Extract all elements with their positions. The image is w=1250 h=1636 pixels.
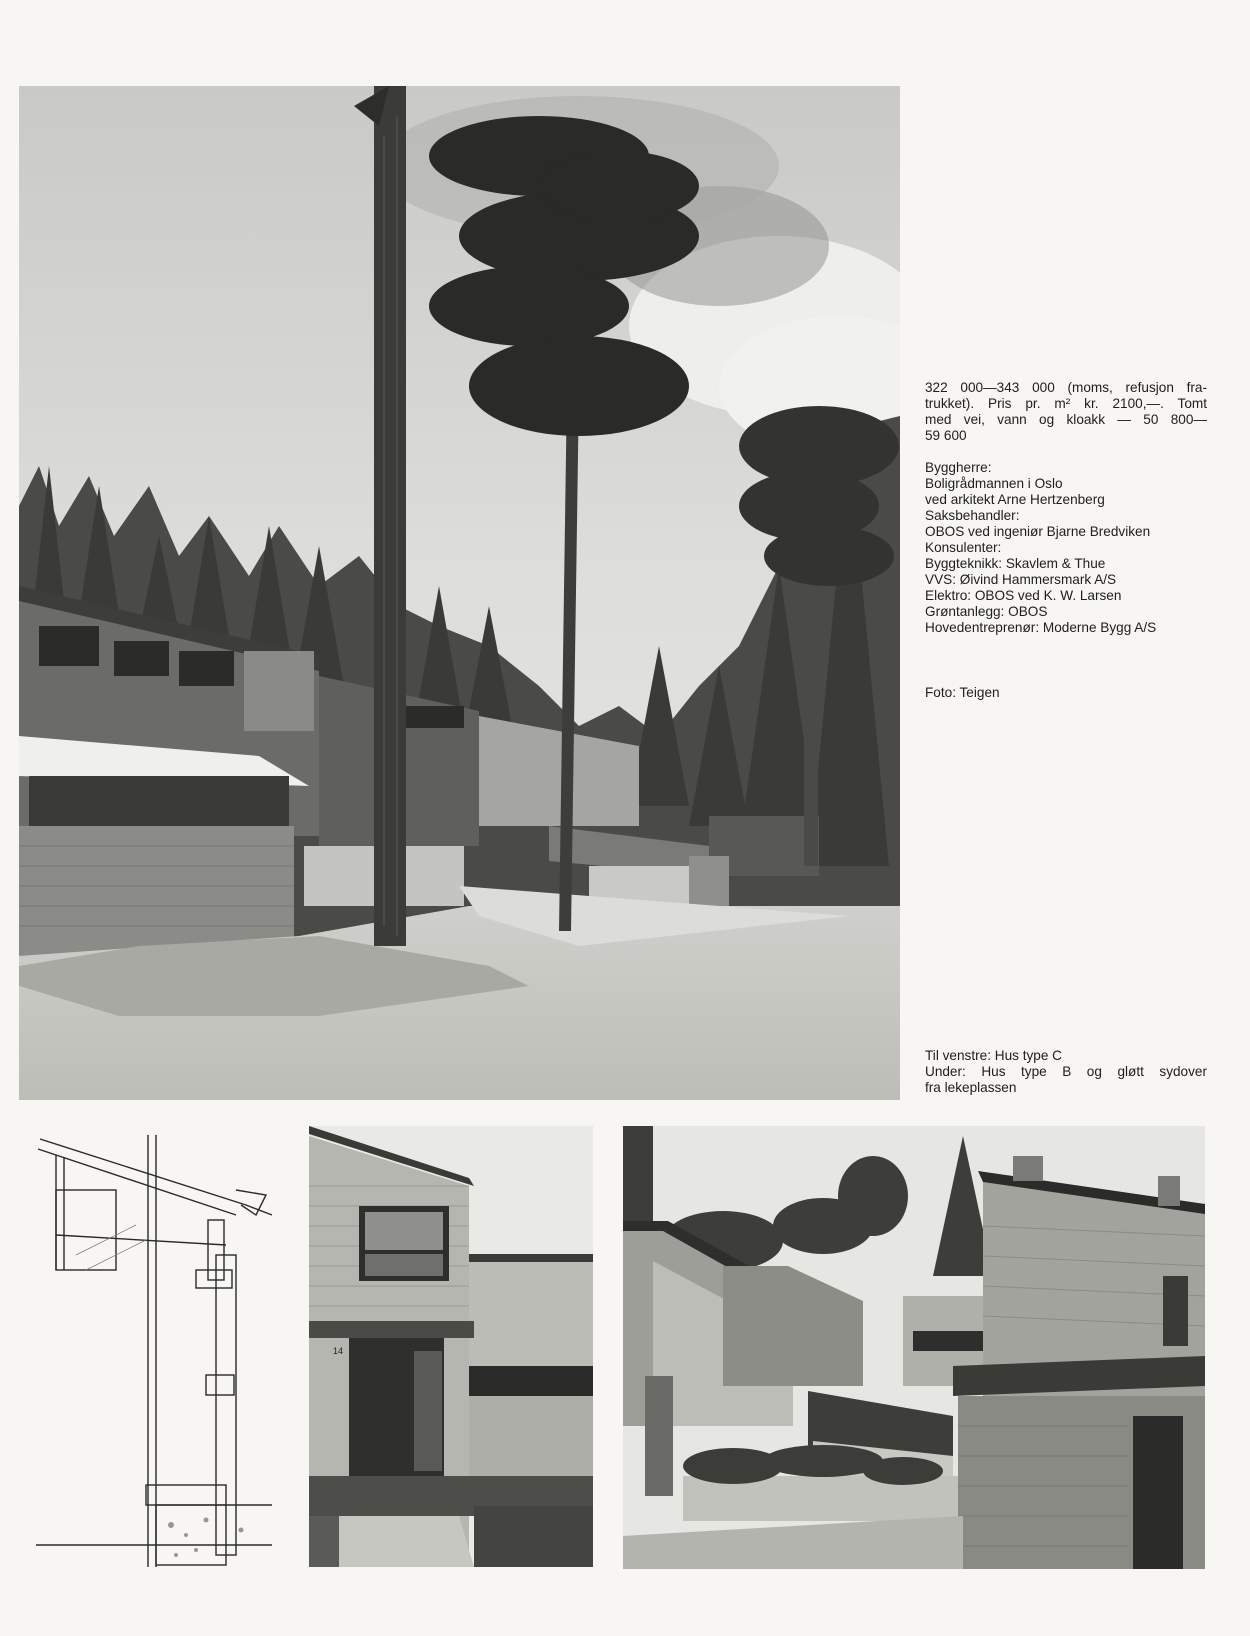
credit-line-contractor: Hovedentreprenør: Moderne Bygg A/S: [925, 620, 1157, 635]
credit-line-consultants-label: Konsulenter:: [925, 540, 1002, 555]
photo-house-type-c: [309, 1126, 593, 1567]
caption-line-2: Under: Hus type B og gløtt sydover: [925, 1064, 1207, 1079]
main-photo-row-houses-pines: [19, 86, 900, 1100]
wall-section-drawing: [36, 1135, 272, 1567]
price-line-3: med vei, vann og kloakk — 50 800—: [925, 412, 1207, 427]
caption-line-1: Til venstre: Hus type C: [925, 1048, 1062, 1063]
credit-line-builder-label: Byggherre:: [925, 460, 992, 475]
section-drawing-illustration: [36, 1135, 272, 1567]
house-c-illustration: [309, 1126, 593, 1567]
price-line-2: trukket). Pris pr. m² kr. 2100,—. Tomt: [925, 396, 1207, 411]
credit-line-architect: ved arkitekt Arne Hertzenberg: [925, 492, 1105, 507]
house-number: 14: [333, 1346, 344, 1356]
main-photo-illustration: [19, 86, 900, 1100]
caption-line-3: fra lekeplassen: [925, 1080, 1017, 1095]
spacer: [925, 444, 1207, 460]
price-line-4: 59 600: [925, 428, 967, 443]
photo-captions: [925, 1048, 1207, 1096]
photo-house-type-b: [623, 1126, 1205, 1569]
credit-line-electrical: Elektro: OBOS ved K. W. Larsen: [925, 588, 1122, 603]
price-line-1: 322 000—343 000 (moms, refusjon fra-: [925, 380, 1207, 395]
photo-credit: Foto: Teigen: [925, 685, 1000, 700]
house-b-illustration: [623, 1126, 1205, 1569]
project-info-column: [925, 380, 1207, 636]
credit-line-landscaping: Grøntanlegg: OBOS: [925, 604, 1048, 619]
credit-line-hvac: VVS: Øivind Hammersmark A/S: [925, 572, 1117, 587]
credit-line-engineering: Byggteknikk: Skavlem & Thue: [925, 556, 1106, 571]
credit-line-builder: Boligrådmannen i Oslo: [925, 476, 1063, 491]
credit-line-case-officer: OBOS ved ingeniør Bjarne Bredviken: [925, 524, 1151, 539]
credit-line-case-officer-label: Saksbehandler:: [925, 508, 1020, 523]
